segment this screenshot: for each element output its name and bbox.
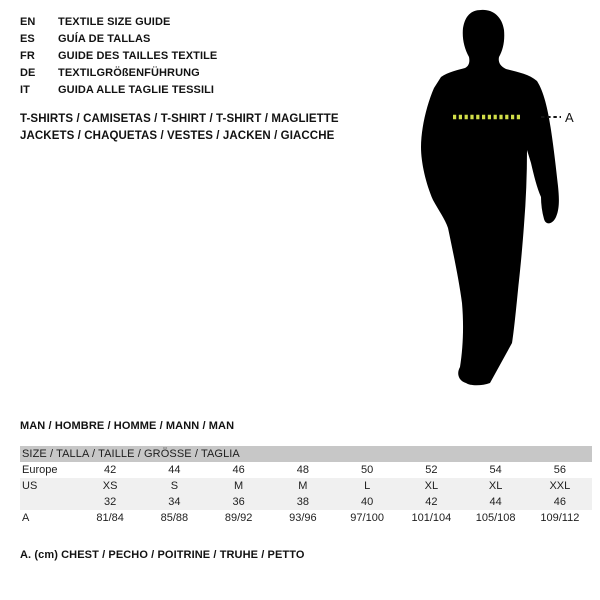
table-cell: 81/84 xyxy=(96,512,124,524)
language-code: ES xyxy=(20,33,35,45)
table-cell: 36 xyxy=(232,496,245,508)
category-line: JACKETS / CHAQUETAS / VESTES / JACKEN / GIACCHE xyxy=(20,130,335,142)
table-cell: 97/100 xyxy=(350,512,384,524)
table-cell: S xyxy=(170,480,179,492)
table-cell: 42 xyxy=(425,496,438,508)
table-row xyxy=(20,478,592,494)
language-code: DE xyxy=(20,67,36,79)
table-cell: XL xyxy=(488,480,503,492)
table-row xyxy=(20,510,592,526)
row-label: Europe xyxy=(22,464,58,476)
man-silhouette xyxy=(421,10,559,385)
row-label xyxy=(20,494,78,510)
language-label: GUIDE DES TAILLES TEXTILE xyxy=(58,50,218,62)
language-label: GUÍA DE TALLAS xyxy=(58,33,151,45)
table-cell: XXL xyxy=(549,480,571,492)
language-list xyxy=(20,14,217,99)
language-code: EN xyxy=(20,16,36,28)
row-label: US xyxy=(22,480,38,492)
table-cell: 44 xyxy=(168,464,181,476)
table-cell: L xyxy=(364,480,371,492)
language-row xyxy=(20,48,217,65)
language-row xyxy=(20,65,217,82)
table-cell: XL xyxy=(424,480,439,492)
man-figure xyxy=(400,0,600,400)
table-cell: 54 xyxy=(489,464,502,476)
language-code: FR xyxy=(20,50,35,62)
language-code: IT xyxy=(20,84,30,96)
table-cell: 46 xyxy=(553,496,566,508)
table-cell: 105/108 xyxy=(475,512,516,524)
table-cell: M xyxy=(298,480,308,492)
table-row xyxy=(20,494,592,510)
measure-marker-label: A xyxy=(565,110,574,125)
table-cell: 46 xyxy=(232,464,245,476)
table-cell: 89/92 xyxy=(224,512,253,524)
section-title: MAN / HOMBRE / HOMME / MANN / MAN xyxy=(20,420,235,432)
man-figure-svg xyxy=(400,0,600,400)
language-row xyxy=(20,14,217,31)
table-cell: 52 xyxy=(425,464,438,476)
size-table-rows xyxy=(20,462,592,526)
row-label: A xyxy=(22,512,30,524)
category-line: T-SHIRTS / CAMISETAS / T-SHIRT / T-SHIRT / MAGLIETTE xyxy=(20,113,339,125)
table-cell: 85/88 xyxy=(160,512,189,524)
table-cell: 93/96 xyxy=(289,512,317,524)
language-label: TEXTILGRÖßENFÜHRUNG xyxy=(58,67,200,79)
table-cell: 38 xyxy=(296,496,309,508)
table-cell: 42 xyxy=(104,464,117,476)
table-cell: 40 xyxy=(361,496,374,508)
table-cell: 32 xyxy=(104,496,117,508)
table-cell: 56 xyxy=(553,464,566,476)
language-row xyxy=(20,31,217,48)
table-cell: 34 xyxy=(168,496,181,508)
measurement-footnote: A. (cm) CHEST / PECHO / POITRINE / TRUHE / PETTO xyxy=(20,549,305,561)
table-cell: XS xyxy=(102,480,118,492)
table-cell: 50 xyxy=(361,464,374,476)
table-row xyxy=(20,462,592,478)
table-cell: M xyxy=(234,480,244,492)
language-label: TEXTILE SIZE GUIDE xyxy=(58,16,171,28)
category-list xyxy=(20,111,339,145)
size-table-header: SIZE / TALLA / TAILLE / GRÖSSE / TAGLIA xyxy=(20,446,592,462)
table-cell: 48 xyxy=(296,464,309,476)
language-row xyxy=(20,82,217,99)
size-table xyxy=(20,446,592,526)
language-label: GUIDA ALLE TAGLIE TESSILI xyxy=(58,84,215,96)
table-cell: 109/112 xyxy=(540,512,580,524)
table-cell: 44 xyxy=(489,496,502,508)
table-cell: 101/104 xyxy=(411,512,452,524)
